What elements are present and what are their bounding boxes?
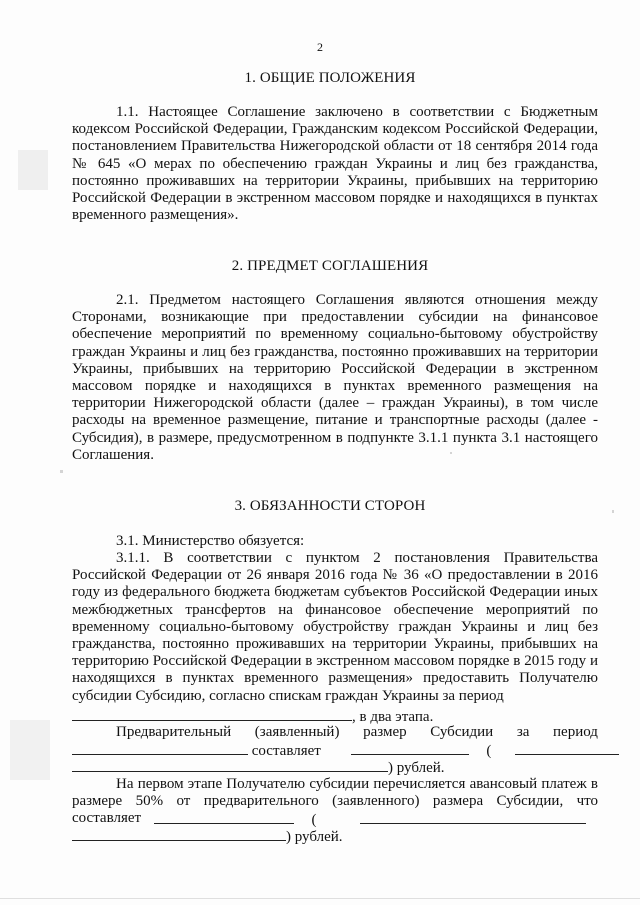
open-paren: ( — [486, 743, 492, 759]
preliminary-word-6: период — [553, 724, 598, 740]
advance-figure-blank[interactable] — [154, 810, 294, 824]
section-heading-3: 3. ОБЯЗАННОСТИ СТОРОН — [234, 498, 426, 514]
page-number: 2 — [317, 40, 323, 54]
first-stage-paragraph: На первом этапе Получателю субсидии перечисляется авансовый платеж в размере 50% от предварительного (заявленного) размера Субсидии, что составляет — [72, 776, 598, 827]
paragraph-3-1: 3.1. Министерство обязуется: — [116, 533, 305, 549]
period-blank-2[interactable] — [72, 741, 248, 755]
amounts-to-text: составляет — [251, 743, 321, 759]
section-heading-1: 1. ОБЩИЕ ПОЛОЖЕНИЯ — [244, 70, 416, 86]
amount-line-4 — [72, 827, 598, 846]
paragraph-2-1: 2.1. Предметом настоящего Соглашения являются отношения между Сторонами, возникающие при предоставлении субсидии на финансовое обеспечение мероприятий по временному социально-бытовому обустройству граждан Украины и лиц без гражданства, постоянно проживавших на территории Украины, прибывших на территорию Российской Федерации в экстренном массовом порядке и находящихся в пунктах временного размещения на территории Нижегородской области (далее – граждан Украины), в том числе расходы на временное размещение, питание и транспортные расходы (далее - Субсидия), в размере, предусмотренном в подпункте 3.1.1 пункта 3.1 настоящего Соглашения. — [72, 292, 598, 463]
period-blank[interactable] — [72, 707, 352, 721]
preliminary-word-1: Предварительный — [116, 724, 232, 740]
rubles-text-2: ) рублей. — [286, 829, 343, 845]
preliminary-word-4: Субсидии — [430, 724, 494, 740]
amount-words-blank[interactable] — [515, 741, 619, 755]
preliminary-word-2: (заявленный) — [254, 724, 340, 740]
rubles-text-1: ) рублей. — [388, 760, 445, 776]
two-stages-text: , в два этапа. — [352, 709, 434, 725]
preliminary-word-5: за — [516, 724, 530, 740]
paragraph-1-1: 1.1. Настоящее Соглашение заключено в соответствии с Бюджетным кодексом Российской Федерации, Гражданским кодексом Российской Федерации, постановлением Правительства Нижегородской области от 18 сентября 2014 года № 645 «О мерах по обеспечению граждан Украины и лиц без гражданства, постоянно проживавших на территории Украины, прибывших на территорию Российской Федерации в экстренном массовом порядке и находящихся в пунктах временного размещения». — [72, 104, 598, 224]
open-paren-2: ( — [311, 812, 317, 828]
amount-line-2 — [72, 758, 598, 777]
preliminary-line — [72, 724, 598, 741]
advance-words-blank[interactable] — [360, 810, 586, 824]
amount-words-blank-2[interactable] — [72, 758, 388, 772]
amount-figure-blank[interactable] — [351, 741, 469, 755]
preliminary-word-3: размер — [363, 724, 407, 740]
advance-words-blank-2[interactable] — [72, 827, 286, 841]
paragraph-3-1-1: 3.1.1. В соответствии с пунктом 2 постановления Правительства Российской Федерации от 26 января 2016 года № 36 «О предоставлении в 2016 году из федерального бюджета бюджетам субъектов Российской Федерации иных межбюджетных трансфертов на финансовое обеспечение мероприятий по временному социально-бытовому обустройству граждан Украины и лиц без гражданства, постоянно проживавших на территории Украины, прибывших на территорию Российской Федерации в экстренном массовом порядке в 2015 году и находящихся в пунктах временного размещения» предоставить Получателю субсидии Субсидию, согласно спискам граждан Украины за период — [72, 550, 598, 704]
section-heading-2: 2. ПРЕДМЕТ СОГЛАШЕНИЯ — [231, 258, 429, 274]
